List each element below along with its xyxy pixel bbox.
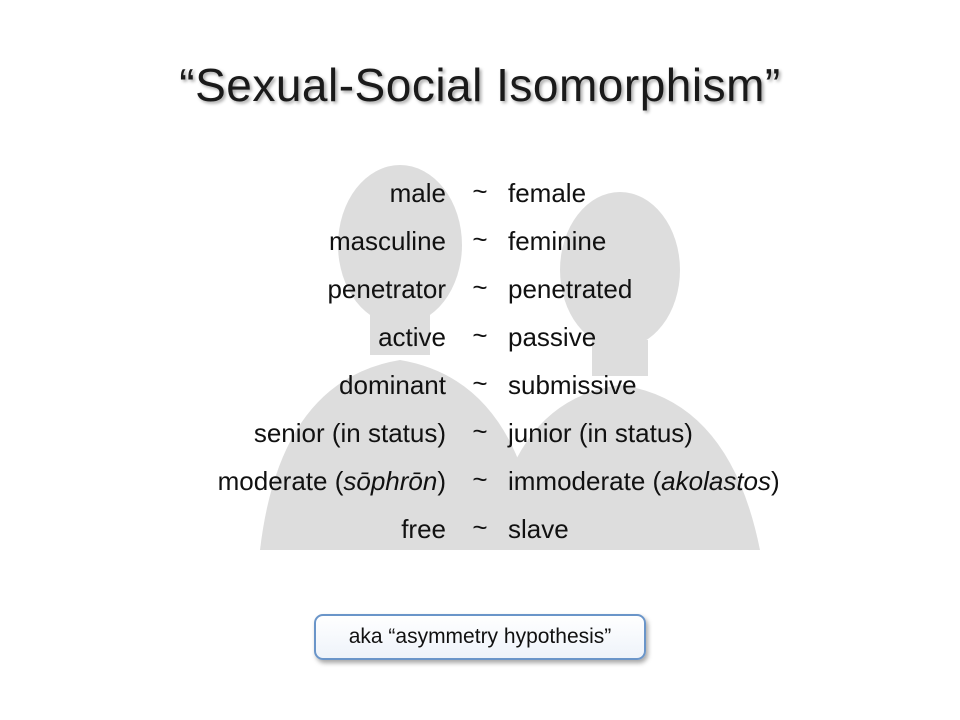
right-term-greek-word: akolastos: [661, 466, 771, 496]
left-term: penetrator: [327, 274, 446, 304]
right-term: female: [508, 178, 587, 208]
right-term: junior (in status): [508, 418, 693, 448]
left-term: masculine: [328, 226, 446, 256]
pair-row: [0, 268, 960, 316]
left-term: dominant: [339, 370, 446, 400]
left-term-text: ): [437, 466, 446, 496]
tilde-separator: ~: [472, 464, 488, 494]
pair-row: [0, 316, 960, 364]
tilde-separator: ~: [472, 176, 488, 206]
aka-note-box: aka “asymmetry hypothesis”: [314, 614, 646, 660]
pair-row: [0, 460, 960, 508]
left-term: [218, 466, 446, 497]
right-term: penetrated: [508, 274, 633, 304]
right-term: slave: [508, 514, 569, 544]
slide-title: “Sexual-Social Isomorphism”: [179, 59, 781, 111]
pair-row: [0, 508, 960, 556]
right-term-text: immoderate (: [508, 466, 662, 496]
left-term: free: [401, 514, 446, 544]
right-term: passive: [508, 322, 597, 352]
right-term-text: ): [771, 466, 780, 496]
tilde-separator: ~: [472, 416, 488, 446]
left-term-greek-word: sōphrōn: [343, 466, 438, 496]
tilde-separator: ~: [472, 368, 488, 398]
left-term-text: moderate (: [217, 466, 344, 496]
tilde-separator: ~: [472, 272, 488, 302]
tilde-separator: ~: [472, 320, 488, 350]
pair-row: [0, 364, 960, 412]
right-term: submissive: [508, 370, 637, 400]
right-term: [508, 466, 780, 497]
right-term: feminine: [508, 226, 607, 256]
left-term: senior (in status): [253, 418, 446, 448]
tilde-separator: ~: [472, 512, 488, 542]
left-term: male: [389, 178, 446, 208]
pair-row: [0, 220, 960, 268]
left-term: active: [378, 322, 446, 352]
tilde-separator: ~: [472, 224, 488, 254]
pair-row: [0, 172, 960, 220]
pair-row: [0, 412, 960, 460]
